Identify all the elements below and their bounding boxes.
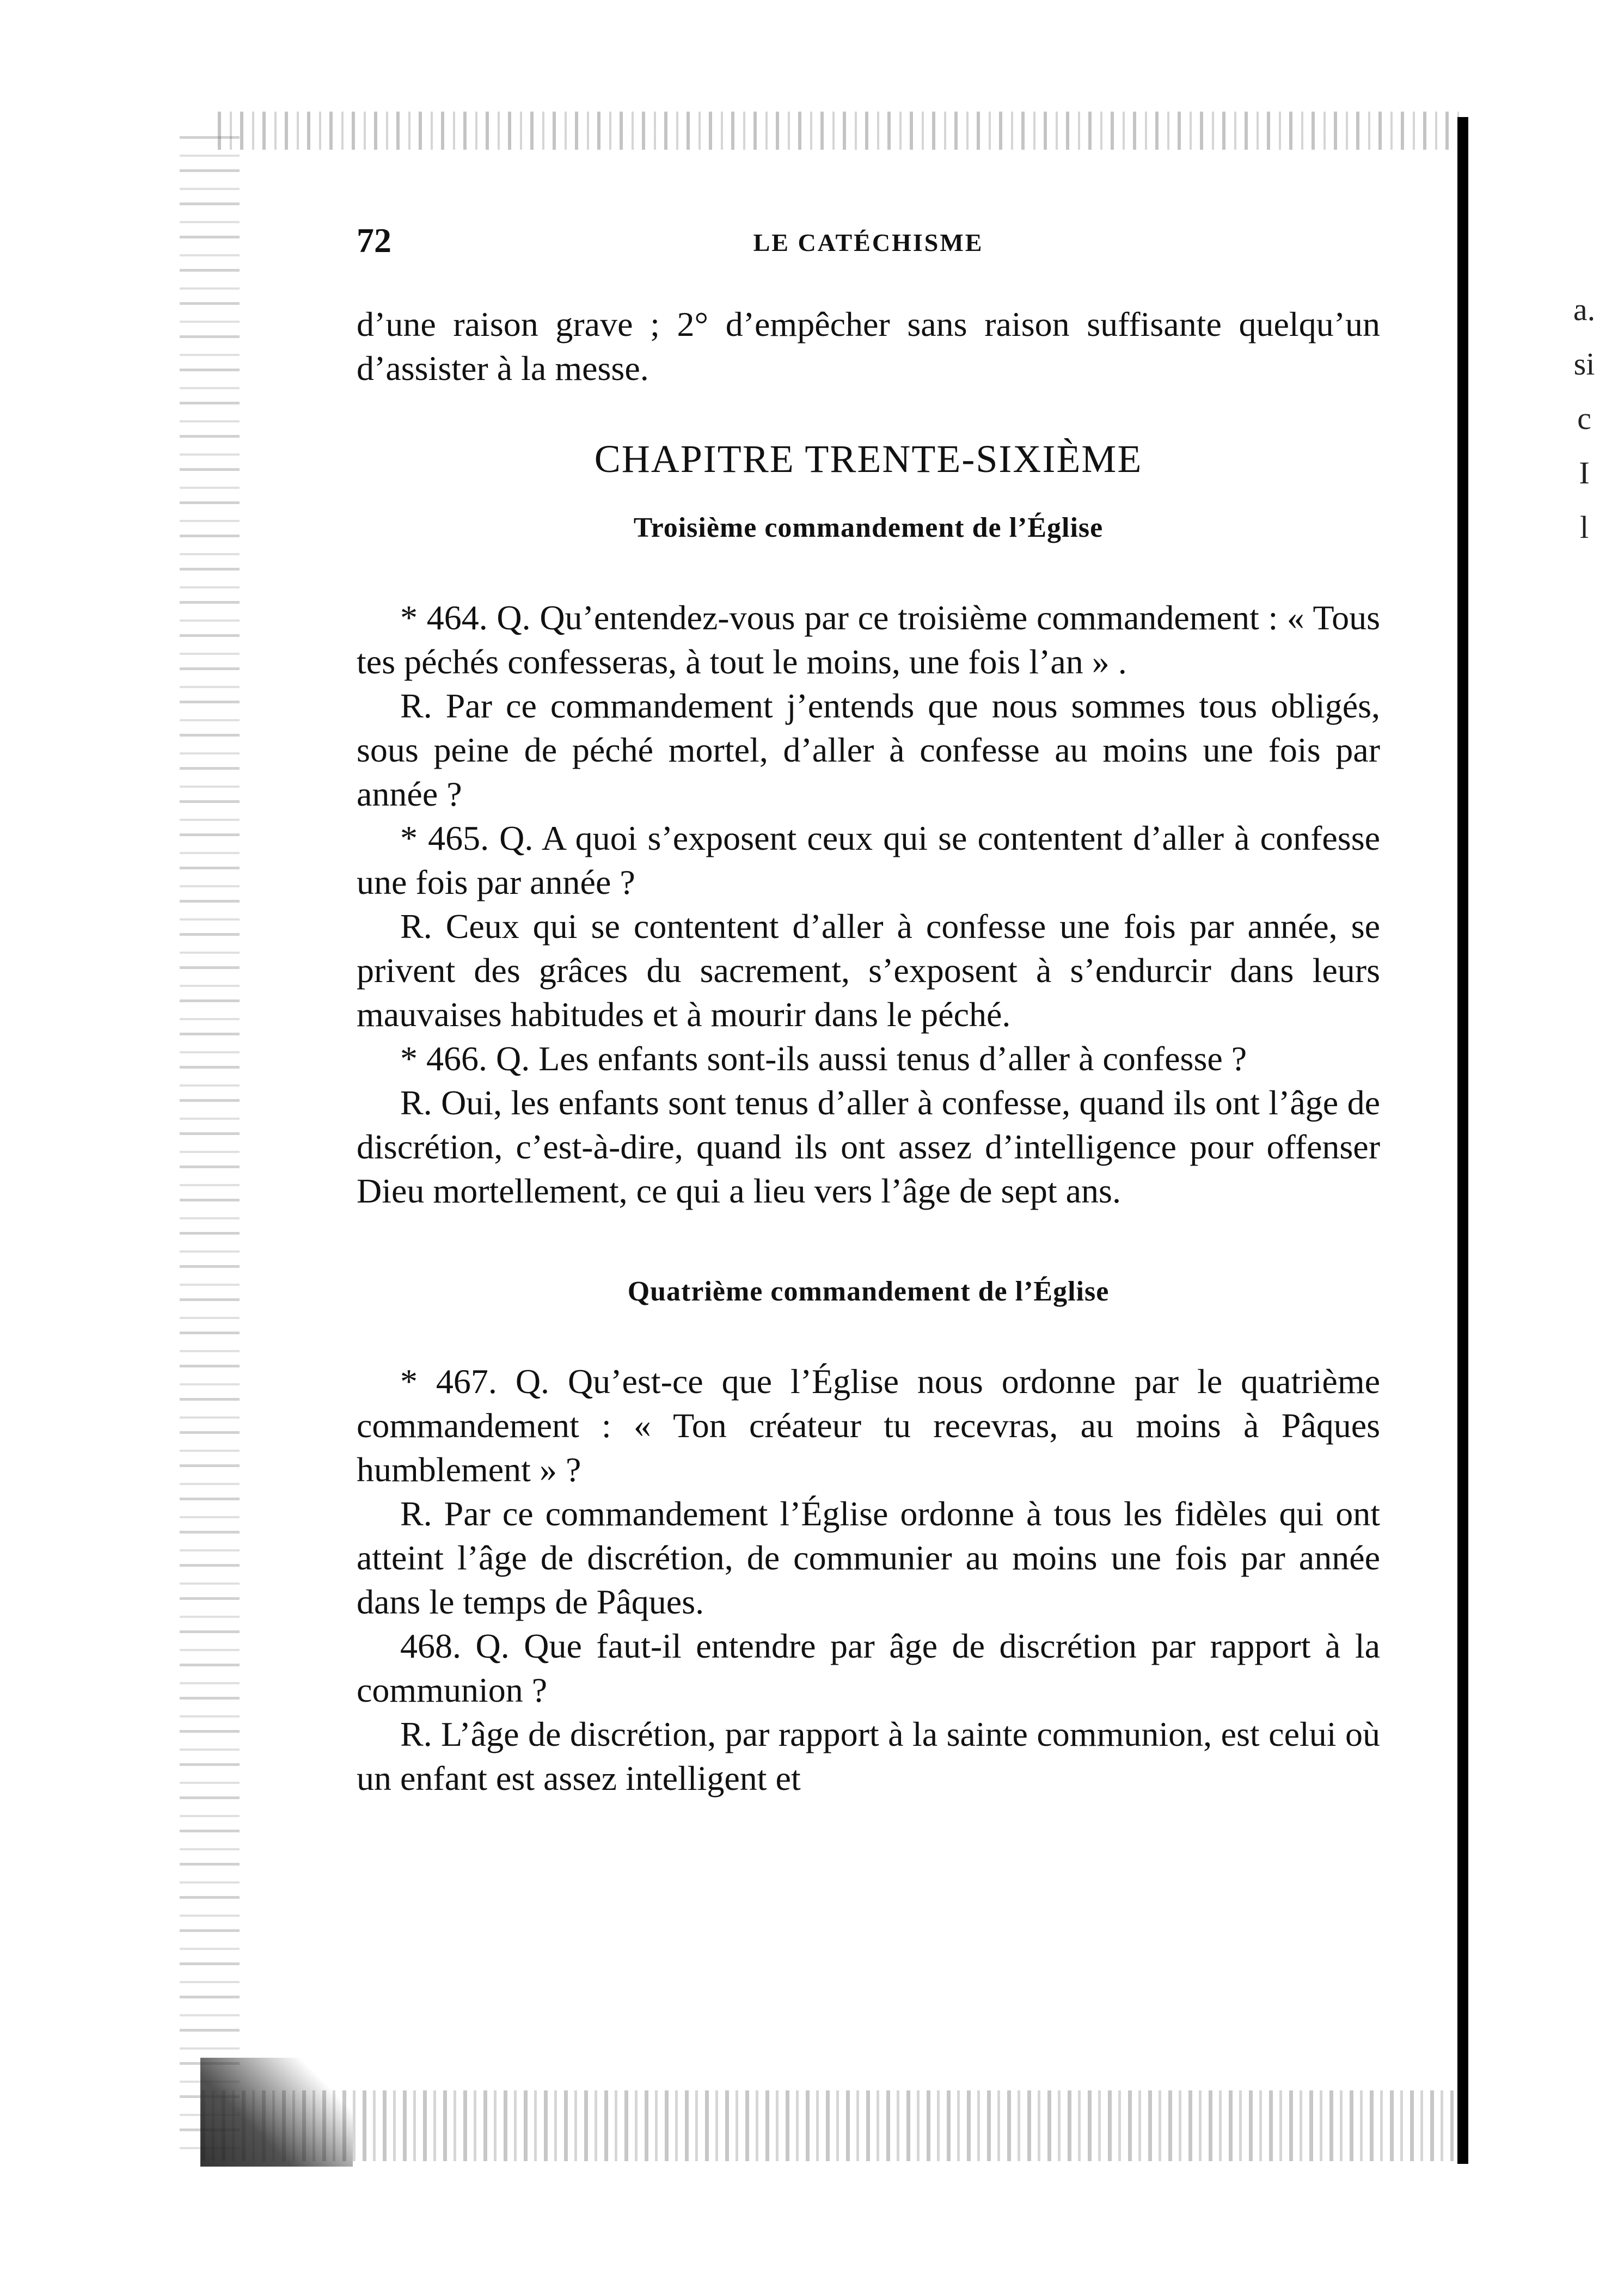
section-heading: Troisième commandement de l’Église [633, 512, 1104, 543]
page-number: 72 [357, 221, 391, 260]
scan-edge-left [180, 136, 240, 2150]
question-466: * 466. Q. Les enfants sont-ils aussi tenus d’aller à confesse ? [400, 1039, 1247, 1078]
question-465: * 465. Q. A quoi s’exposent ceux qui se contentent d’aller à confesse une fois par année ? [357, 819, 1380, 901]
intro-paragraph: d’une raison grave ; 2° d’empêcher sans raison suffisante quelqu’un d’assister à la messe. [357, 305, 1380, 388]
section-heading: Quatrième commandement de l’Église [627, 1276, 1110, 1307]
page-binding-edge [1457, 117, 1468, 2164]
answer-466: R. Oui, les enfants sont tenus d’aller à confesse, quand ils ont l’âge de discrétion, c’est-à-dire, quand ils ont assez d’intelligence pour offenser Dieu mortellement, ce qui a lieu vers l’âge de sept ans. [357, 1083, 1380, 1210]
scan-edge-top [218, 112, 1459, 150]
margin-fragment: si [1573, 346, 1595, 382]
running-head [357, 220, 1380, 264]
margin-fragment: I [1579, 455, 1590, 490]
margin-fragment: c [1577, 401, 1591, 436]
answer-465: R. Ceux qui se contentent d’aller à confesse une fois par année, se privent des grâces du sacrement, s’exposent à s’endurcir dans leurs mauvaises habitudes et à mourir dans le péché. [357, 907, 1380, 1034]
margin-fragment: a. [1573, 292, 1596, 327]
answer-468: R. L’âge de discrétion, par rapport à la sainte communion, est celui où un enfant est assez intelligent et [357, 1715, 1380, 1798]
margin-fragment: l [1579, 510, 1589, 545]
question-467: * 467. Q. Qu’est-ce que l’Église nous ordonne par le quatrième commandement : « Ton créateur tu recevras, au moins à Pâques humblement » ? [357, 1362, 1380, 1489]
page-content [357, 220, 1380, 1800]
scan-edge-bottom [201, 2090, 1454, 2161]
facing-page-fragments [1554, 294, 1614, 566]
scan-corner-shadow [200, 2058, 353, 2167]
question-464: * 464. Q. Qu’entendez-vous par ce troisième commandement : « Tous tes péchés confesseras, à tout le moins, une fois l’an » . [357, 598, 1380, 681]
chapter-title: CHAPITRE TRENTE-SIXIÈME [594, 437, 1143, 481]
answer-464: R. Par ce commandement j’entends que nous sommes tous obligés, sous peine de péché mortel, d’aller à confesse au moins une fois par année ? [357, 686, 1380, 813]
running-title: LE CATÉCHISME [753, 229, 984, 256]
question-468: 468. Q. Que faut-il entendre par âge de discrétion par rapport à la communion ? [357, 1627, 1380, 1709]
answer-467: R. Par ce commandement l’Église ordonne à tous les fidèles qui ont atteint l’âge de discrétion, de communier au moins une fois par année dans le temps de Pâques. [357, 1494, 1380, 1621]
